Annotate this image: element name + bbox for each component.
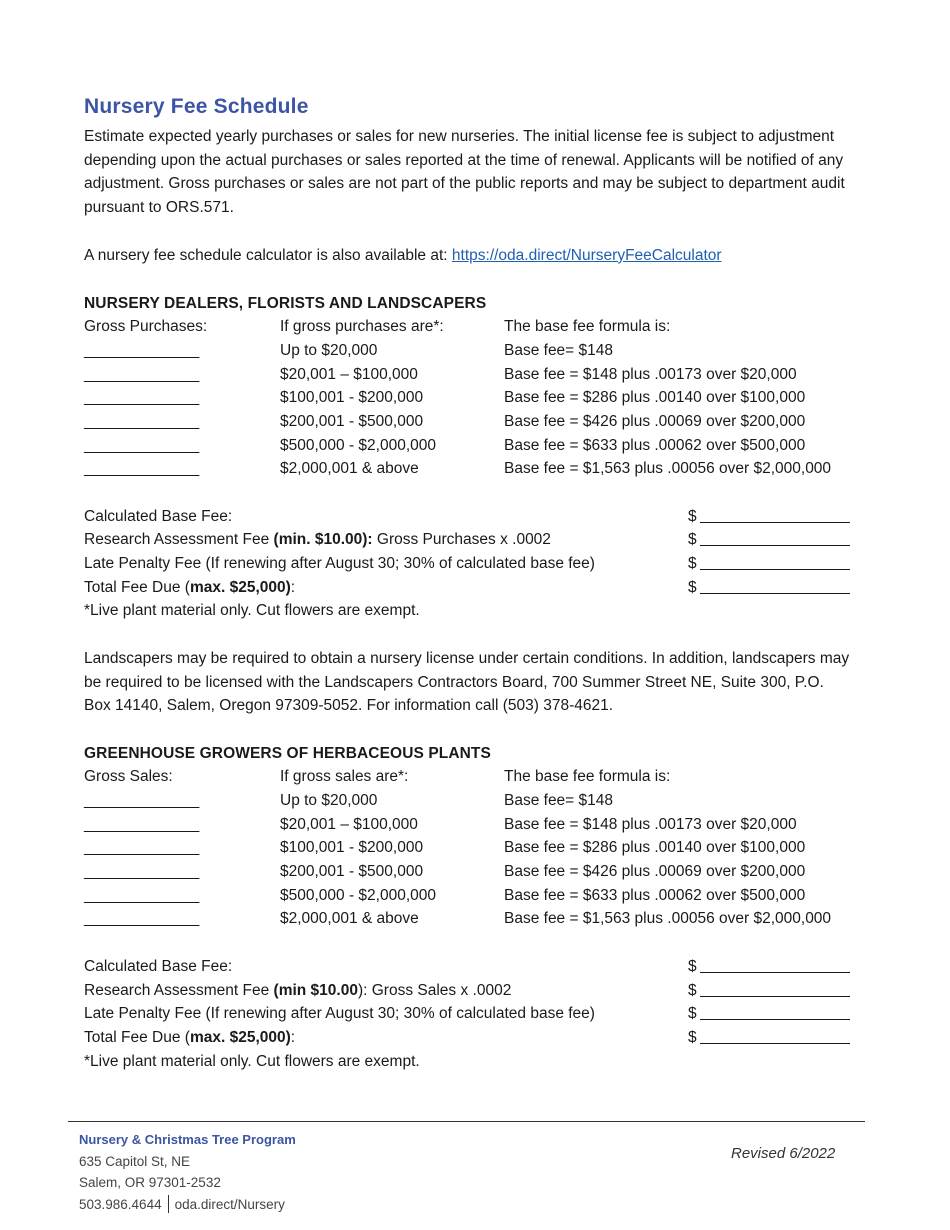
range-cell: $2,000,001 & above [280, 460, 419, 478]
phone-number: 503.986.4644 [79, 1196, 162, 1212]
fee-label: Research Assessment Fee (min. $10.00): Gross Purchases x .0002 [84, 531, 551, 549]
total-fee-row [84, 1026, 854, 1050]
gross-amount-blank[interactable]: _______________ [84, 815, 199, 833]
footer-divider [68, 1121, 865, 1122]
landscapers-note: Landscapers may be required to obtain a nursery license under certain conditions. In addition, landscapers may be required to be licensed with the Landscapers Contractors Board, 700 Summer Street NE, Suite 300, P.O. Box 14140, Salem, Oregon 97309-5052. For information call (503) 378-4621. [84, 649, 850, 715]
range-cell: $500,000 - $2,000,000 [280, 436, 436, 454]
fee-label: Research Assessment Fee (min $10.00): Gross Sales x .0002 [84, 981, 512, 999]
gross-amount-blank[interactable]: _______________ [84, 863, 199, 881]
formula-cell: Base fee = $426 plus .00069 over $200,000 [504, 863, 806, 881]
address-line-1: 635 Capitol St, NE [79, 1153, 191, 1169]
research-fee-row [84, 979, 854, 1003]
fee-amount-field[interactable] [688, 528, 854, 552]
dollar-sign: $ [688, 507, 697, 525]
formula-cell: Base fee = $1,563 plus .00056 over $2,000,000 [504, 910, 832, 928]
fee-amount-field[interactable] [688, 576, 854, 600]
fee-label: Total Fee Due (max. $25,000): [84, 578, 296, 596]
calculator-link[interactable]: https://oda.direct/NurseryFeeCalculator [451, 246, 722, 264]
late-penalty-row [84, 1002, 854, 1026]
range-cell: $100,001 - $200,000 [280, 839, 424, 857]
col-header-formula: The base fee formula is: [504, 318, 671, 336]
fee-amount-field[interactable] [688, 1026, 854, 1050]
dollar-sign: $ [688, 957, 697, 975]
fee-amount-field[interactable] [688, 955, 854, 979]
fee-label: Total Fee Due (max. $25,000): [84, 1028, 296, 1046]
range-cell: Up to $20,000 [280, 341, 378, 359]
section-nursery-dealers [84, 292, 854, 624]
footnote: *Live plant material only. Cut flowers are exempt. [84, 602, 420, 620]
fee-amount-field[interactable] [688, 979, 854, 1003]
range-cell: $20,001 – $100,000 [280, 365, 418, 383]
gross-amount-blank[interactable]: _______________ [84, 792, 199, 810]
research-fee-row [84, 528, 854, 552]
formula-cell: Base fee = $148 plus .00173 over $20,000 [504, 815, 797, 833]
fee-label: Calculated Base Fee: [84, 957, 233, 975]
formula-cell: Base fee = $286 plus .00140 over $100,000 [504, 389, 806, 407]
footnote: *Live plant material only. Cut flowers are exempt. [84, 1052, 420, 1070]
dollar-sign: $ [688, 555, 697, 573]
formula-cell: Base fee = $633 plus .00062 over $500,000 [504, 436, 806, 454]
formula-cell: Base fee = $148 plus .00173 over $20,000 [504, 365, 797, 383]
gross-amount-blank[interactable]: _______________ [84, 412, 199, 430]
fee-amount-field[interactable] [688, 505, 854, 529]
gross-amount-blank[interactable]: _______________ [84, 436, 199, 454]
range-cell: $500,000 - $2,000,000 [280, 886, 436, 904]
calculated-base-fee-row [84, 505, 854, 529]
fee-label: Late Penalty Fee (If renewing after August 30; 30% of calculated base fee) [84, 555, 595, 573]
gross-amount-blank[interactable]: _______________ [84, 389, 199, 407]
program-name: Nursery & Christmas Tree Program [79, 1132, 296, 1147]
range-cell: $100,001 - $200,000 [280, 389, 424, 407]
formula-cell: Base fee = $1,563 plus .00056 over $2,000,000 [504, 460, 832, 478]
col-header-range: If gross purchases are*: [280, 318, 444, 336]
footer-contact [79, 1129, 296, 1215]
range-cell: $200,001 - $500,000 [280, 863, 424, 881]
late-penalty-row [84, 552, 854, 576]
dollar-sign: $ [688, 1028, 697, 1046]
col-header-gross: Gross Sales: [84, 768, 173, 786]
fee-amount-field[interactable] [688, 1002, 854, 1026]
formula-cell: Base fee= $148 [504, 792, 614, 810]
fee-label: Calculated Base Fee: [84, 507, 233, 525]
fee-label: Late Penalty Fee (If renewing after August 30; 30% of calculated base fee) [84, 1005, 595, 1023]
total-fee-row [84, 576, 854, 600]
formula-cell: Base fee = $426 plus .00069 over $200,000 [504, 412, 806, 430]
range-cell: $2,000,001 & above [280, 910, 419, 928]
gross-amount-blank[interactable]: _______________ [84, 460, 199, 478]
dollar-sign: $ [688, 981, 697, 999]
section-greenhouse-growers [84, 742, 854, 1074]
fee-summary [84, 955, 854, 1073]
address-line-2: Salem, OR 97301-2532 [79, 1175, 221, 1190]
document-body [84, 95, 854, 1073]
gross-amount-blank[interactable]: _______________ [84, 365, 199, 383]
dollar-sign: $ [688, 578, 697, 596]
revision-date: Revised 6/2022 [731, 1145, 836, 1162]
range-cell: Up to $20,000 [280, 792, 378, 810]
col-header-formula: The base fee formula is: [504, 768, 671, 786]
calculated-base-fee-row [84, 955, 854, 979]
formula-cell: Base fee = $633 plus .00062 over $500,000 [504, 886, 806, 904]
website: oda.direct/Nursery [174, 1196, 285, 1212]
calculator-line [84, 244, 854, 268]
section-title: GREENHOUSE GROWERS OF HERBACEOUS PLANTS [84, 744, 491, 762]
col-header-range: If gross sales are*: [280, 768, 409, 786]
gross-amount-blank[interactable]: _______________ [84, 910, 199, 928]
fee-table [84, 315, 854, 481]
formula-cell: Base fee= $148 [504, 341, 614, 359]
separator [168, 1195, 169, 1213]
fee-table [84, 765, 854, 931]
fee-amount-field[interactable] [688, 552, 854, 576]
dollar-sign: $ [688, 1005, 697, 1023]
gross-amount-blank[interactable]: _______________ [84, 341, 199, 359]
fee-summary [84, 505, 854, 623]
intro-paragraph: Estimate expected yearly purchases or sales for new nurseries. The initial license fee is subject to adjustment depending upon the actual purchases or sales reported at the time of renewal. Applicants will be notified of any adjustment. Gross purchases or sales are not part of the public reports and may be subject to department audit pursuant to ORS.571. [84, 128, 845, 217]
col-header-gross: Gross Purchases: [84, 318, 208, 336]
calculator-text: A nursery fee schedule calculator is also available at: [84, 246, 452, 264]
gross-amount-blank[interactable]: _______________ [84, 886, 199, 904]
range-cell: $20,001 – $100,000 [280, 815, 418, 833]
section-title: NURSERY DEALERS, FLORISTS AND LANDSCAPERS [84, 294, 487, 312]
page-title: Nursery Fee Schedule [84, 95, 309, 118]
formula-cell: Base fee = $286 plus .00140 over $100,000 [504, 839, 806, 857]
gross-amount-blank[interactable]: _______________ [84, 839, 199, 857]
range-cell: $200,001 - $500,000 [280, 412, 424, 430]
dollar-sign: $ [688, 531, 697, 549]
contact-line [79, 1194, 296, 1216]
